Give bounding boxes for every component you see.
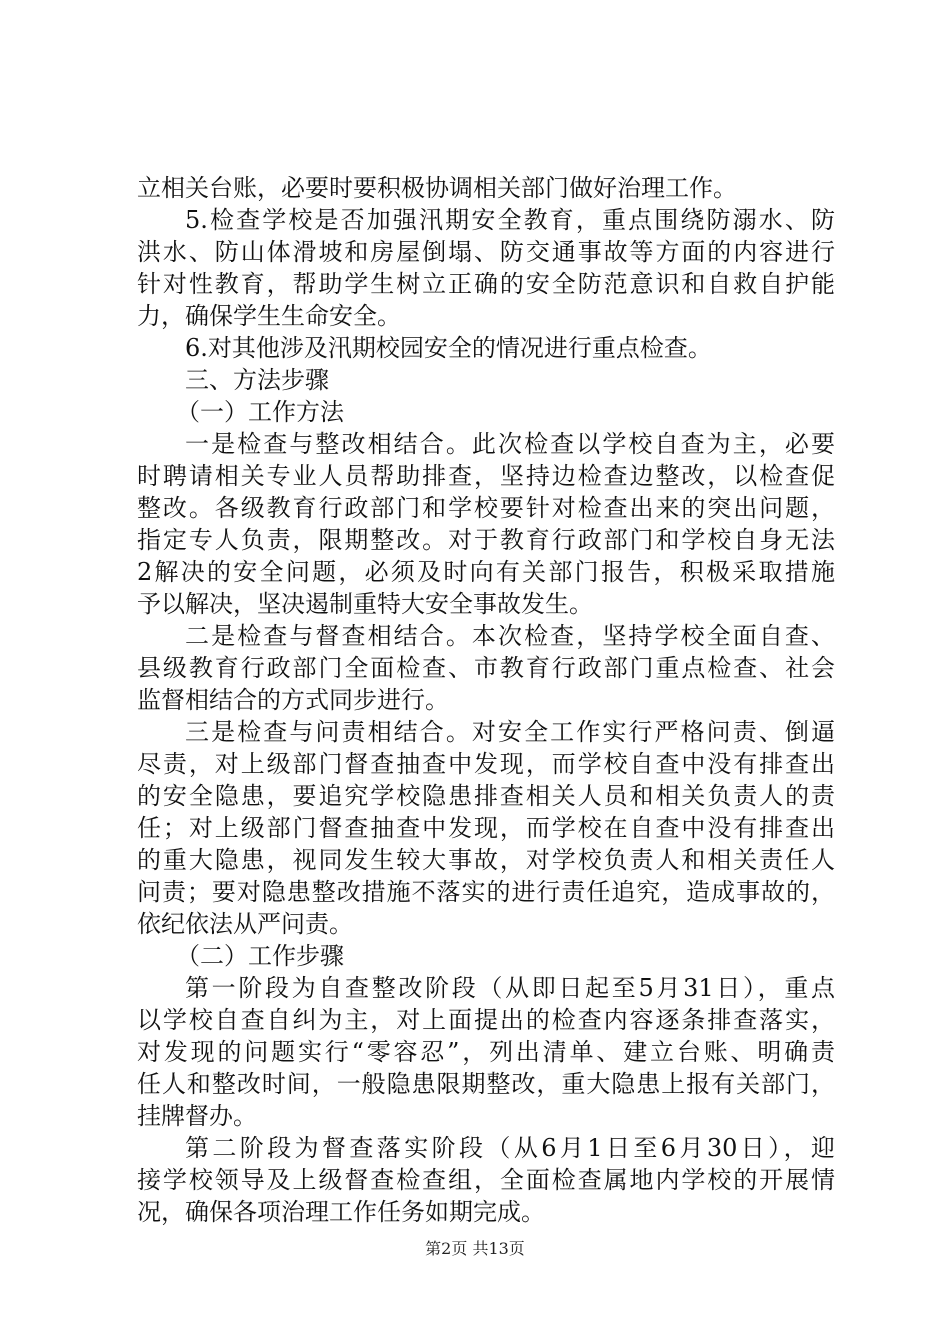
text-line: 6.对其他涉及汛期校园安全的情况进行重点检查。 xyxy=(185,334,712,362)
text-line: 对发现的问题实行“零容忍”，列出清单、建立台账、明确责 xyxy=(137,1038,835,1066)
text-line: 三、方法步骤 xyxy=(185,366,329,394)
text-line: 洪水、防山体滑坡和房屋倒塌、防交通事故等方面的内容进行 xyxy=(137,238,835,266)
text-line: 5.检查学校是否加强汛期安全教育，重点围绕防溺水、防 xyxy=(185,206,835,234)
text-line: （一）工作方法 xyxy=(176,398,344,426)
text-line: 第二阶段为督查落实阶段（从6月1日至6月30日），迎 xyxy=(185,1134,835,1162)
text-line: 予以解决，坚决遏制重特大安全事故发生。 xyxy=(137,590,593,618)
text-line: 挂牌督办。 xyxy=(137,1102,257,1130)
text-line: 2解决的安全问题，必须及时向有关部门报告，积极采取措施 xyxy=(137,558,835,586)
text-line: 第一阶段为自查整改阶段（从即日起至5月31日），重点 xyxy=(185,974,835,1002)
text-line: （二）工作步骤 xyxy=(176,942,344,970)
page-number-footer: 第2页 共13页 xyxy=(425,1239,525,1258)
text-line: 以学校自查自纠为主，对上面提出的检查内容逐条排查落实， xyxy=(137,1006,835,1034)
text-line: 一是检查与整改相结合。此次检查以学校自查为主，必要 xyxy=(185,430,835,458)
text-line: 任人和整改时间，一般隐患限期整改，重大隐患上报有关部门， xyxy=(137,1070,835,1098)
text-line: 三是检查与问责相结合。对安全工作实行严格问责、倒逼 xyxy=(185,718,835,746)
text-line: 接学校领导及上级督查检查组，全面检查属地内学校的开展情 xyxy=(137,1166,835,1194)
text-line: 任；对上级部门督查抽查中发现，而学校在自查中没有排查出 xyxy=(137,814,835,842)
text-line: 二是检查与督查相结合。本次检查，坚持学校全面自查、 xyxy=(185,622,835,650)
text-line: 整改。各级教育行政部门和学校要针对检查出来的突出问题， xyxy=(137,494,835,522)
text-line: 尽责，对上级部门督查抽查中发现，而学校自查中没有排查出 xyxy=(137,750,835,778)
text-line: 时聘请相关专业人员帮助排查，坚持边检查边整改，以检查促 xyxy=(137,462,835,490)
text-line: 况，确保各项治理工作任务如期完成。 xyxy=(137,1198,545,1226)
text-line: 立相关台账，必要时要积极协调相关部门做好治理工作。 xyxy=(137,174,737,202)
text-line: 的安全隐患，要追究学校隐患排查相关人员和相关负责人的责 xyxy=(137,782,835,810)
text-line: 针对性教育，帮助学生树立正确的安全防范意识和自救自护能 xyxy=(137,270,835,298)
text-line: 依纪依法从严问责。 xyxy=(137,910,353,938)
text-line: 指定专人负责，限期整改。对于教育行政部门和学校自身无法 xyxy=(137,526,835,554)
text-line: 问责；要对隐患整改措施不落实的进行责任追究，造成事故的， xyxy=(137,878,835,906)
text-line: 的重大隐患，视同发生较大事故，对学校负责人和相关责任人 xyxy=(137,846,835,874)
document-body xyxy=(137,172,835,1228)
text-line: 监督相结合的方式同步进行。 xyxy=(137,686,449,714)
text-line: 力，确保学生生命安全。 xyxy=(137,302,401,330)
text-line: 县级教育行政部门全面检查、市教育行政部门重点检查、社会 xyxy=(137,654,835,682)
